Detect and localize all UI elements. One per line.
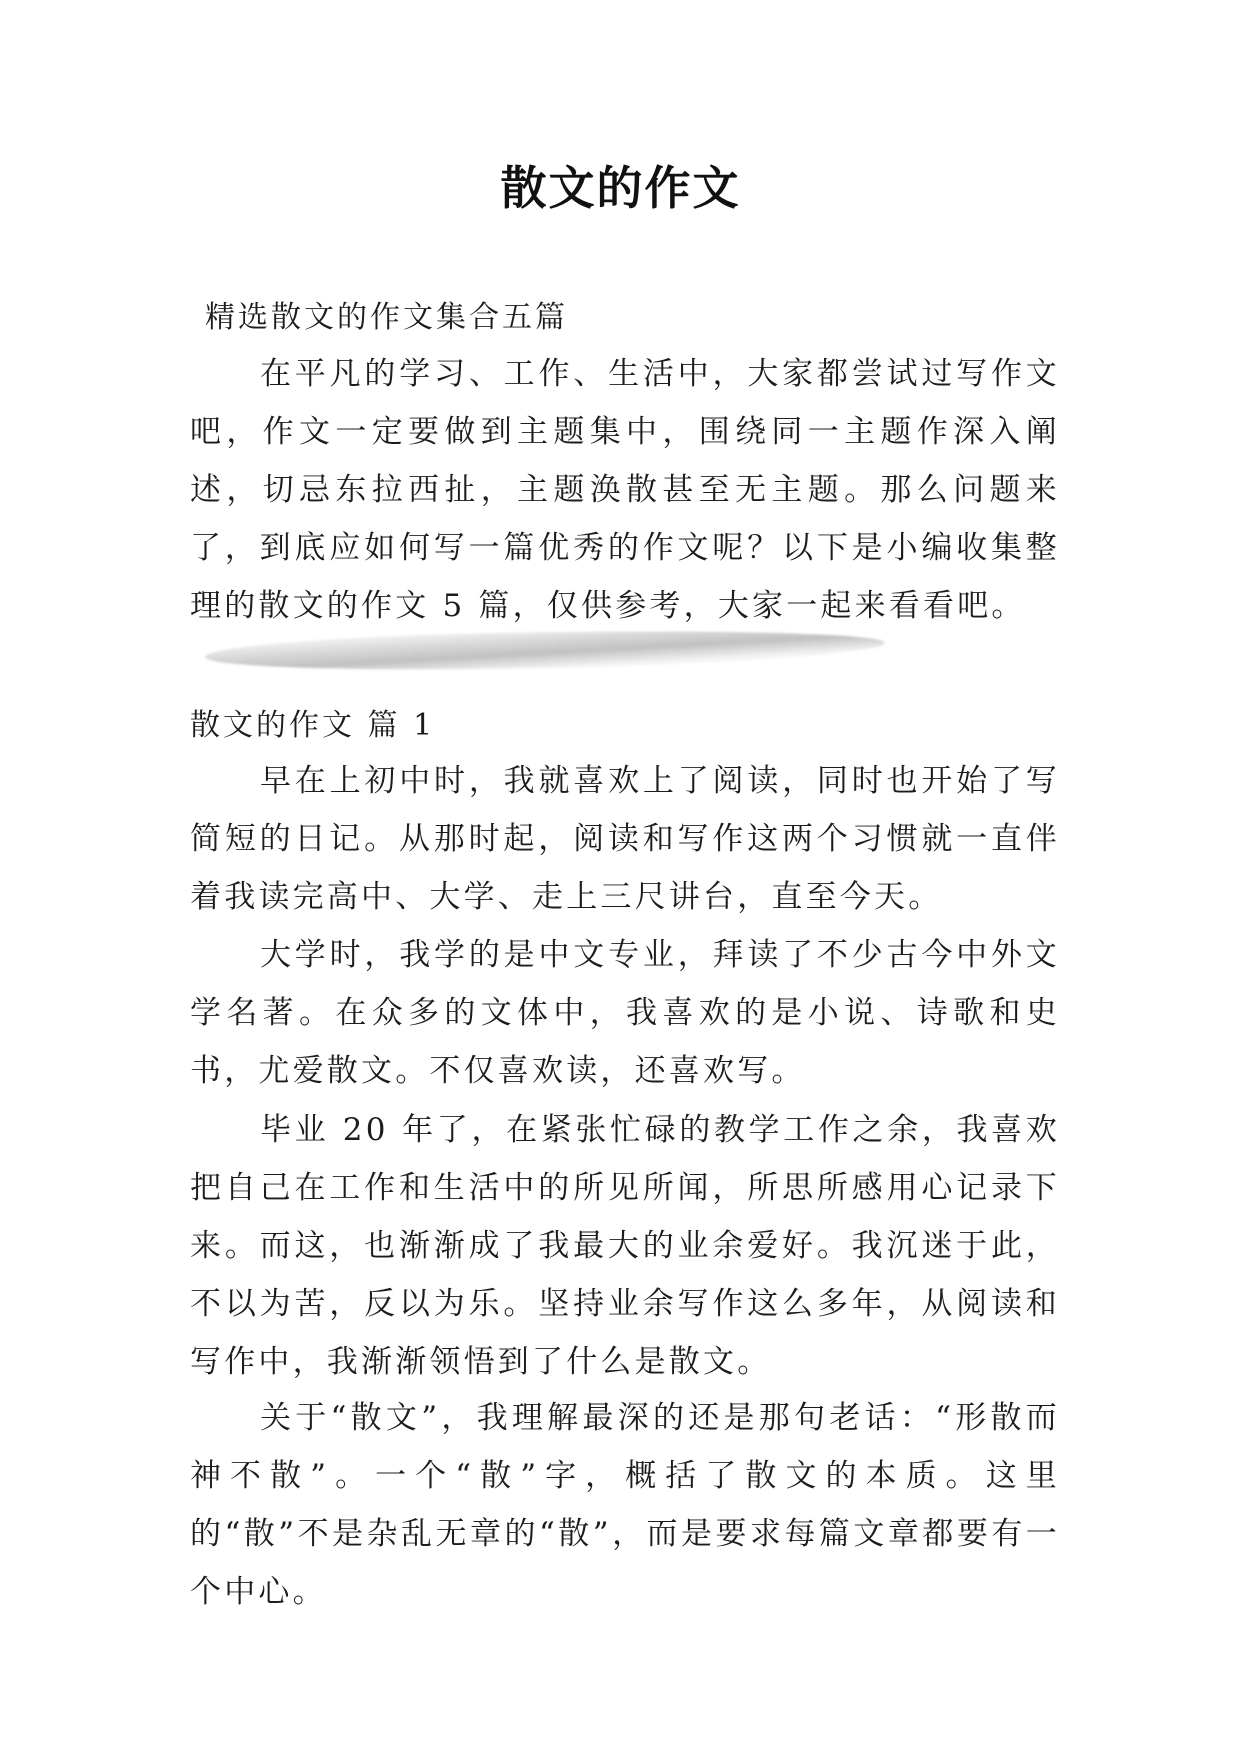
body-paragraph: 毕业 20 年了，在紧张忙碌的教学工作之余，我喜欢把自己在工作和生活中的所见所闻，所思所感用心记录下来。而这，也渐渐成了我最大的业余爱好。我沉迷于此，不以为苦，反以为乐。坚持业余写作这么多年，从阅读和写作中，我渐渐领悟到了什么是散文。 <box>190 1112 1060 1380</box>
section-heading: 散文的作文 篇 1 <box>190 708 436 743</box>
document-subtitle: 精选散文的作文集合五篇 <box>205 300 568 335</box>
body-paragraph: 早在上初中时，我就喜欢上了阅读，同时也开始了写简短的日记。从那时起，阅读和写作这两个习惯就一直伴着我读完高中、大学、走上三尺讲台，直至今天。 <box>190 763 1060 915</box>
body-paragraph: 关于“散文”，我理解最深的还是那句老话：“形散而神不散”。一个“散”字，概括了散文的本质。这里的“散”不是杂乱无章的“散”，而是要求每篇文章都要有一个中心。 <box>190 1400 1060 1610</box>
document-title: 散文的作文 <box>500 161 741 215</box>
body-paragraph: 大学时，我学的是中文专业，拜读了不少古今中外文学名著。在众多的文体中，我喜欢的是小说、诗歌和史书，尤爱散文。不仅喜欢读，还喜欢写。 <box>190 937 1060 1089</box>
intro-paragraph: 在平凡的学习、工作、生活中，大家都尝试过写作文吧，作文一定要做到主题集中，围绕同一主题作深入阐述，切忌东拉西扯，主题涣散甚至无主题。那么问题来了，到底应如何写一篇优秀的作文呢？以下是小编收集整理的散文的作文 5 篇，仅供参考，大家一起来看看吧。 <box>190 356 1060 624</box>
